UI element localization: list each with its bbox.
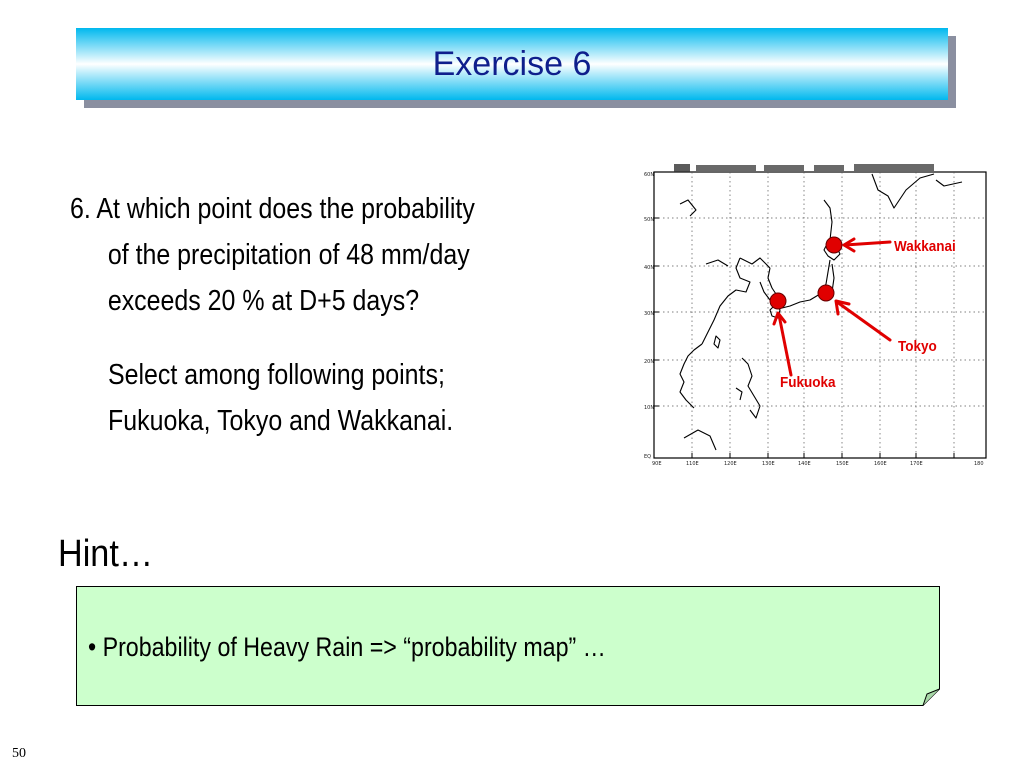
fukuoka-label: Fukuoka xyxy=(780,374,836,391)
select-instructions xyxy=(108,352,590,444)
wakkanai-marker xyxy=(826,237,842,253)
lon-label: 90E xyxy=(652,461,662,466)
tokyo-marker xyxy=(818,285,834,301)
lat-label: 20N xyxy=(644,359,655,365)
lon-label: 120E xyxy=(724,461,737,466)
hint-box xyxy=(76,586,940,706)
lat-label: 60N xyxy=(644,172,655,178)
map-header-smudge xyxy=(674,164,934,172)
question-text xyxy=(70,186,552,324)
lon-label: 170E xyxy=(910,461,923,466)
wakkanai-label: Wakkanai xyxy=(894,238,956,255)
lon-label: 140E xyxy=(798,461,811,466)
hint-title: Hint… xyxy=(58,533,154,575)
title-bar xyxy=(76,28,948,100)
question-line-2: of the precipitation of 48 mm/day xyxy=(107,239,470,271)
lon-label: 160E xyxy=(874,461,887,466)
fukuoka-marker xyxy=(770,293,786,309)
slide-title: Exercise 6 xyxy=(432,44,592,83)
tokyo-label: Tokyo xyxy=(898,338,937,355)
lat-label: 10N xyxy=(644,405,655,411)
map-svg xyxy=(644,160,994,466)
lat-label: 50N xyxy=(644,217,655,223)
probability-map-figure xyxy=(644,160,994,466)
lat-label: 30N xyxy=(644,311,655,317)
lon-label: 150E xyxy=(836,461,849,466)
hint-text: • Probability of Heavy Rain => “probability map” … xyxy=(88,632,606,662)
lat-label: 40N xyxy=(644,265,655,271)
select-line-1: Select among following points; xyxy=(108,359,445,391)
lat-label: EQ xyxy=(644,454,652,460)
question-line-3: exceeds 20 % at D+5 days? xyxy=(107,285,420,317)
slide-number: 50 xyxy=(12,746,26,761)
question-line-1: 6. At which point does the probability xyxy=(70,193,475,225)
lon-label: 180 xyxy=(974,461,984,466)
lon-label: 130E xyxy=(762,461,775,466)
map-frame xyxy=(654,172,986,458)
lon-label: 110E xyxy=(686,461,699,466)
select-line-2: Fukuoka, Tokyo and Wakkanai. xyxy=(108,405,454,437)
